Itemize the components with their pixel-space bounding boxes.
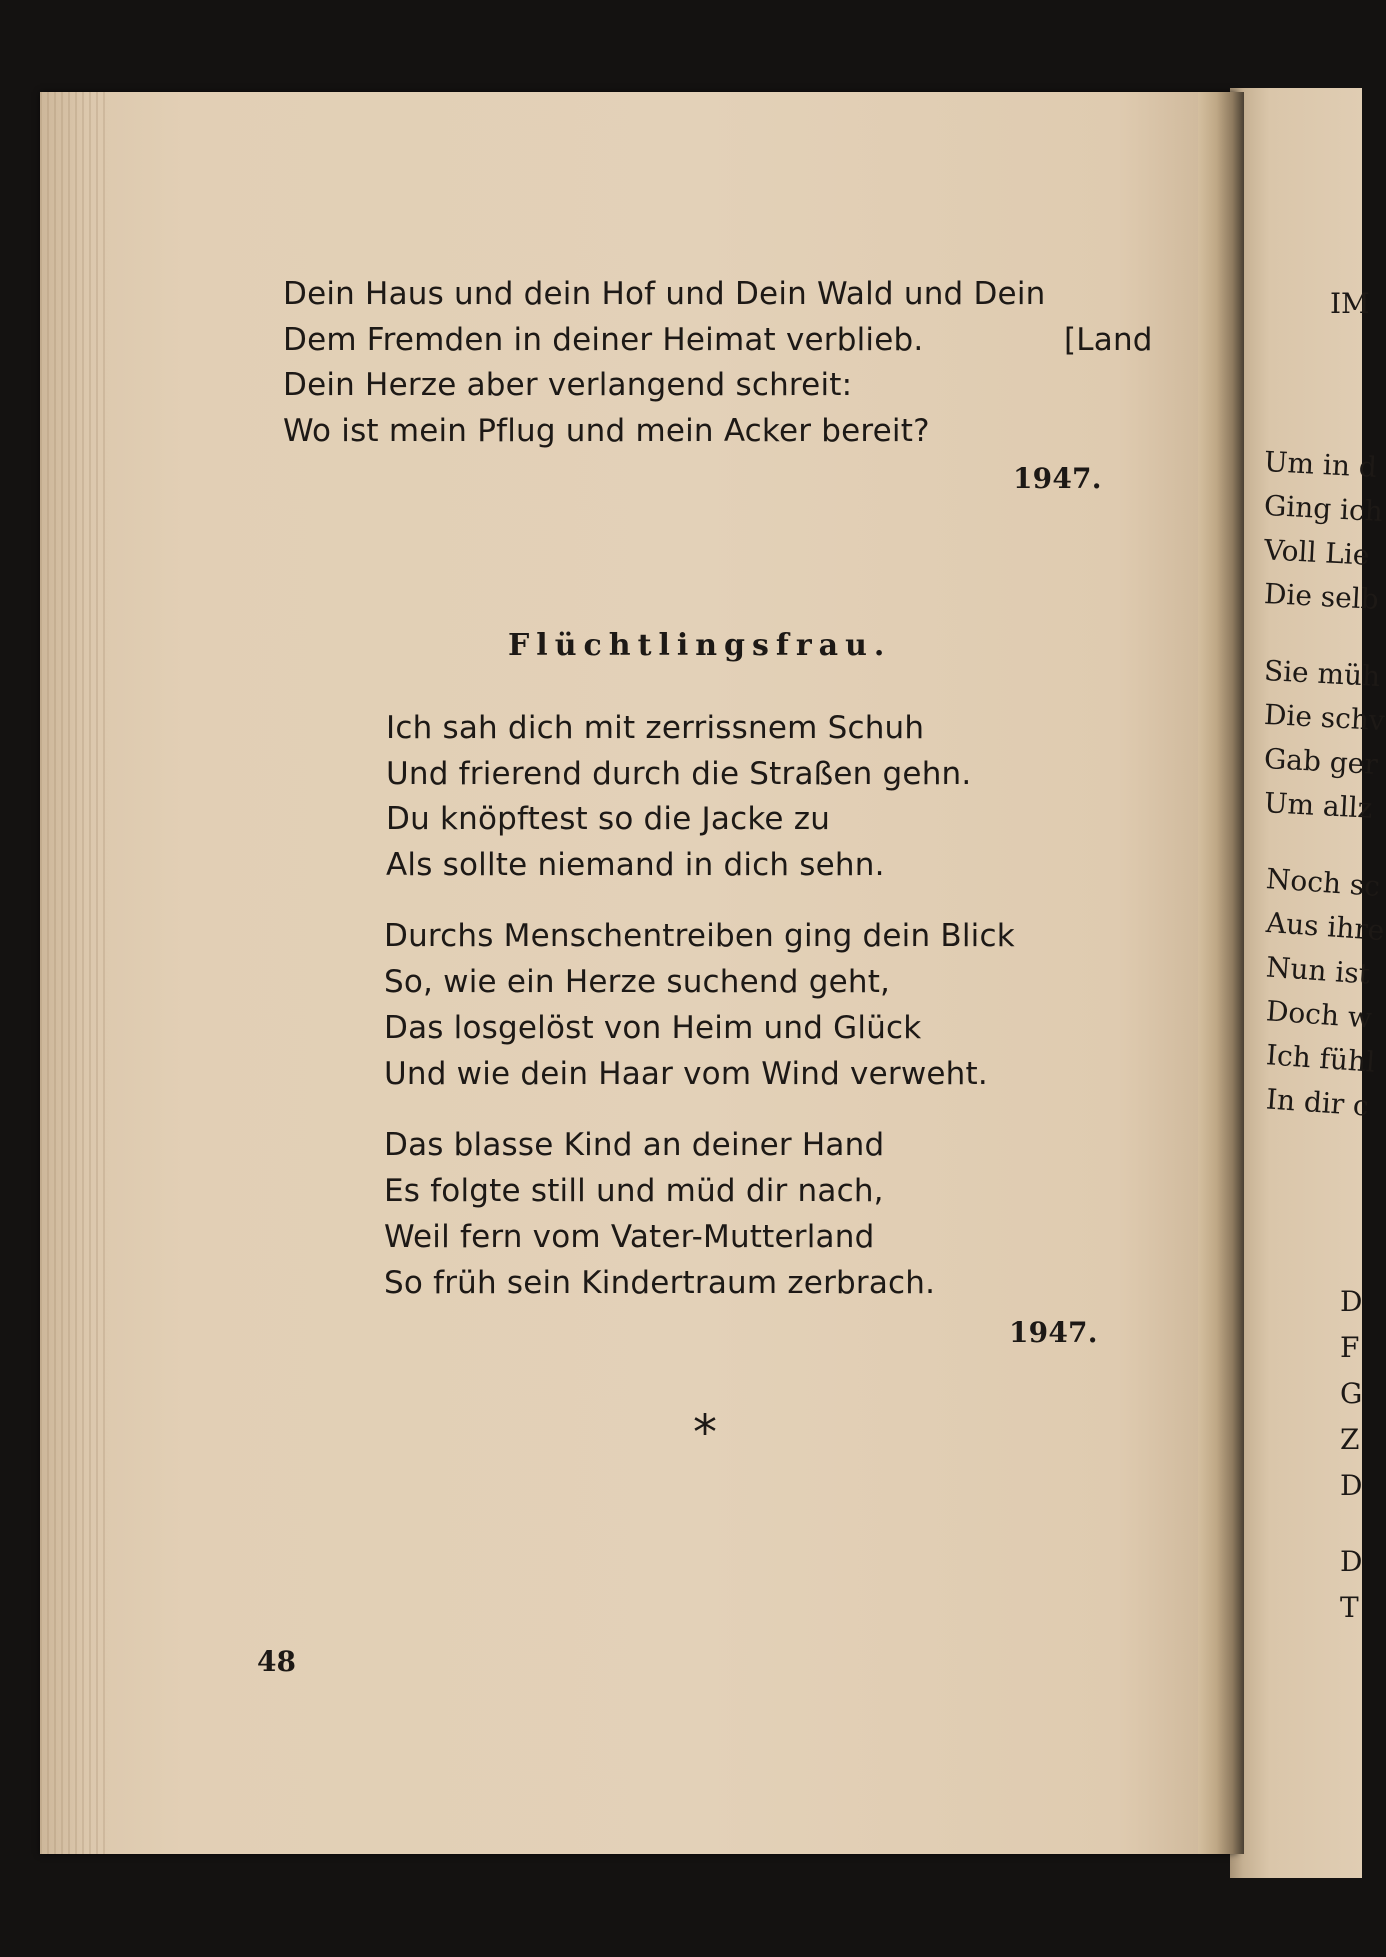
top-poem-line-1: Dein Haus und dein Hof und Dein Wald und Dein [283,276,1046,312]
stanza1-line-1: Ich sah dich mit zerrissnem Schuh [386,710,925,746]
right-page-line: Z [1340,1423,1360,1456]
top-poem-line-2: Dem Fremden in deiner Heimat verblieb. [283,322,924,358]
right-page-line: Noch sc [1264,862,1382,903]
right-page-line: Voll Lie [1263,533,1371,572]
page-number: 48 [257,1645,296,1678]
right-page-line: D [1340,1285,1363,1318]
right-page-line: Gab ger [1263,742,1379,781]
right-page-line: Die schv [1263,697,1386,738]
right-page-line: Ging ich [1263,488,1384,529]
right-page-line: In dir c [1264,1082,1370,1123]
right-page-line: Doch w [1264,994,1373,1035]
right-page-line: D [1340,1545,1363,1578]
stanza1-line-2: Und frierend durch die Straßen gehn. [386,756,972,792]
stanza2-line-3: Das losgelöst von Heim und Glück [384,1010,922,1046]
right-page-line: T [1340,1591,1359,1624]
top-poem-line-4: Wo ist mein Pflug und mein Acker bereit? [283,413,930,449]
top-poem-carry-word: [Land [1064,322,1153,358]
book-gutter [1198,92,1244,1854]
right-page-heading-fragment: IM [1330,287,1370,320]
right-page-line: Ich fühl [1264,1038,1377,1079]
stanza2-line-2: So, wie ein Herze suchend geht, [384,964,891,1000]
right-page-line: Sie müh [1263,653,1382,694]
stanza2-line-1: Durchs Menschentreiben ging dein Blick [384,918,1015,954]
right-page-line: Nun ist [1264,950,1372,991]
right-page-line: Die selb [1263,577,1380,616]
stanza3-line-4: So früh sein Kindertraum zerbrach. [384,1265,936,1301]
right-page-line: Aus ihre [1264,905,1386,948]
stanza3-line-2: Es folgte still und müd dir nach, [384,1173,884,1209]
stanza1-line-3: Du knöpftest so die Jacke zu [386,801,831,837]
stanza3-line-3: Weil fern vom Vater-Mutterland [384,1219,875,1255]
poem-year: 1947. [1009,1316,1098,1349]
stanza1-line-4: Als sollte niemand in dich sehn. [386,847,885,883]
right-page-line: D [1340,1469,1363,1502]
stanza2-line-4: Und wie dein Haar vom Wind verweht. [384,1056,988,1092]
right-page-line: G [1340,1377,1363,1410]
separator-asterisk: * [693,1405,717,1461]
top-poem-year: 1947. [1013,462,1102,495]
stanza3-line-1: Das blasse Kind an deiner Hand [384,1127,885,1163]
top-poem-line-3: Dein Herze aber verlangend schreit: [283,367,853,403]
right-page-line: Um in d [1263,445,1378,484]
poem-title: Flüchtlingsfrau. [508,628,892,663]
right-page-line: F [1340,1331,1360,1364]
right-page-line: Um allz [1263,786,1374,825]
